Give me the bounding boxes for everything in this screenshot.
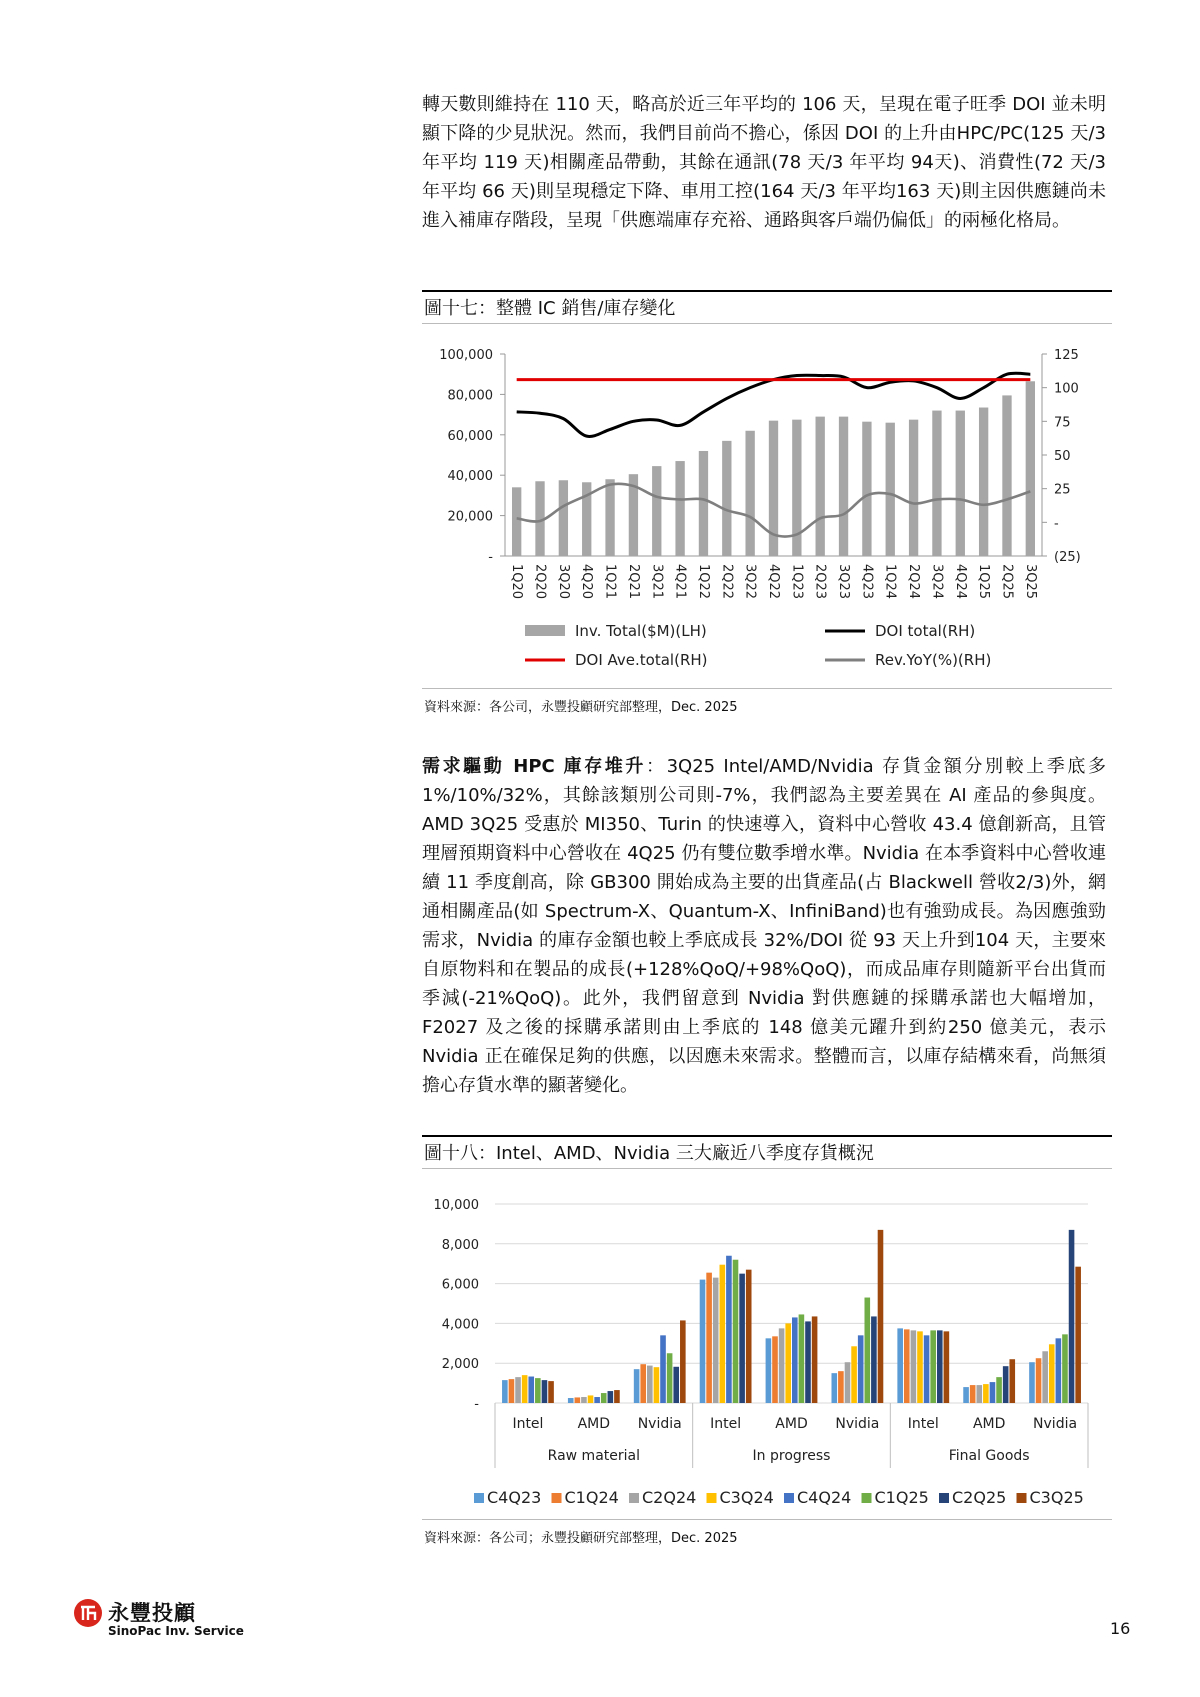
fig18-y-tick-label: 2,000 (441, 1357, 479, 1373)
fig18-bar-c1q24 (970, 1385, 976, 1403)
fig17-legend-label: Inv. Total($M)(LH) (575, 622, 707, 640)
paragraph-1: 轉天數則維持在 110 天，略高於近三年平均的 106 天，呈現在電子旺季 DOI 並未明顯下降的少見狀況。然而，我們目前尚不擔心，係因 DOI 的上升由HPC/PC(125 天/3 年平均 119 天)相關產品帶動，其餘在通訊(78 天/3 年平均 94天)、消費性(72 天/3 年平均 66 天)則呈現穩定下降、車用工控(164 天/3 年平均163 天)則主因供應鏈尚未進入補庫存階段，呈現「供應端庫存充裕、通路與客戶端仍偏低」的兩極化格局。 (422, 94, 1106, 231)
fig17-left-tick-label: 20,000 (447, 509, 493, 525)
fig17-x-tick-label: 2Q23 (812, 564, 828, 600)
sinopac-logo-icon (73, 1598, 103, 1628)
fig17-x-tick-label: 3Q24 (929, 564, 945, 600)
page-number: 16 (1110, 1619, 1131, 1638)
fig18-y-tick-label: 8,000 (441, 1237, 479, 1253)
fig18-bar-c1q24 (640, 1364, 646, 1403)
fig18-legend-swatch (862, 1493, 872, 1503)
fig18-bar-c2q24 (515, 1377, 521, 1403)
fig18-legend-label: C3Q24 (719, 1488, 774, 1507)
fig18-bar-c3q24 (785, 1323, 791, 1403)
fig17-x-tick-label: 4Q20 (579, 564, 595, 600)
fig18-bar-c2q25 (542, 1380, 548, 1403)
fig17-right-tick-label: 100 (1054, 381, 1079, 397)
fig18-bar-c4q23 (963, 1387, 969, 1403)
fig18-bar-c1q25 (1062, 1334, 1068, 1403)
fig18-bar-c2q24 (581, 1397, 587, 1403)
fig18-legend-swatch (629, 1493, 639, 1503)
fig18-bar-c4q24 (1056, 1338, 1062, 1403)
fig18-company-label: Intel (512, 1416, 544, 1432)
fig18-bar-c1q25 (996, 1377, 1002, 1403)
fig17-x-tick-label: 2Q25 (999, 564, 1015, 600)
fig17-x-tick-label: 1Q23 (789, 564, 805, 600)
fig17-right-tick-label: (25) (1054, 550, 1081, 565)
fig17-x-tick-label: 3Q21 (649, 564, 665, 600)
fig18-company-label: Nvidia (1033, 1416, 1078, 1432)
fig17-x-tick-label: 2Q24 (906, 564, 922, 600)
figure-17-source: 資料來源：各公司，永豐投顧研究部整理，Dec. 2025 (424, 700, 738, 715)
fig18-bar-c2q25 (739, 1274, 745, 1403)
fig18-bar-c3q25 (548, 1381, 554, 1403)
fig18-bar-c1q24 (706, 1273, 712, 1403)
fig18-bar-c3q25 (1009, 1359, 1015, 1403)
fig17-x-tick-label: 4Q23 (859, 564, 875, 600)
fig18-legend-swatch (939, 1493, 949, 1503)
fig17-right-tick-label: 125 (1054, 348, 1079, 363)
fig18-bar-c4q24 (990, 1382, 996, 1403)
fig18-bar-c3q25 (746, 1270, 752, 1403)
fig18-bar-c4q23 (831, 1373, 837, 1403)
fig17-x-tick-label: 1Q24 (882, 564, 898, 600)
fig17-x-tick-label: 3Q25 (1022, 564, 1038, 600)
fig18-legend-label: C4Q23 (487, 1488, 542, 1507)
fig17-legend-label: DOI Ave.total(RH) (575, 651, 708, 669)
footer-logo-subtitle: SinoPac Inv. Service (108, 1624, 244, 1638)
fig17-left-tick-label: 60,000 (447, 428, 493, 444)
fig18-company-label: Intel (907, 1416, 939, 1432)
fig18-group-label: In progress (752, 1448, 831, 1464)
fig18-legend-label: C4Q24 (797, 1488, 852, 1507)
fig17-x-tick-label: 1Q20 (509, 564, 525, 600)
fig17-right-tick-label: 50 (1054, 449, 1071, 464)
fig18-legend-swatch (707, 1493, 717, 1503)
fig18-bar-c4q23 (502, 1380, 508, 1403)
fig17-right-tick-label: 25 (1054, 482, 1071, 498)
fig18-legend-label: C1Q25 (874, 1488, 929, 1507)
fig18-bar-c3q24 (983, 1384, 989, 1403)
fig18-legend-label: C1Q24 (564, 1488, 619, 1507)
fig17-x-tick-label: 1Q22 (695, 564, 711, 600)
fig18-bar-c3q25 (680, 1320, 686, 1403)
fig17-x-tick-label: 3Q22 (742, 564, 758, 600)
fig18-bar-c4q24 (858, 1335, 864, 1403)
fig18-bar-c3q24 (917, 1331, 923, 1403)
fig18-bar-c2q24 (911, 1330, 917, 1403)
footer-logo-text: 永豐投顧 (108, 1601, 196, 1625)
paragraph-2-lead: 需求驅動 HPC 庫存堆升 (422, 756, 646, 777)
fig17-legend-label: DOI total(RH) (875, 622, 976, 640)
fig18-bar-c4q24 (594, 1397, 600, 1403)
fig17-legend-label: Rev.YoY(%)(RH) (875, 651, 992, 669)
fig18-bar-c2q25 (608, 1391, 614, 1403)
fig18-bar-c3q25 (1075, 1267, 1081, 1403)
fig18-bar-c2q24 (779, 1328, 785, 1403)
fig18-bar-c3q25 (614, 1390, 620, 1403)
fig18-y-tick-label: 10,000 (433, 1198, 479, 1213)
fig18-legend-label: C2Q25 (952, 1488, 1007, 1507)
fig17-right-tick-label: - (1054, 516, 1059, 532)
fig18-company-label: Nvidia (637, 1416, 682, 1432)
fig18-company-label: AMD (972, 1416, 1006, 1432)
fig18-bar-c3q24 (851, 1346, 857, 1403)
fig18-bar-c3q24 (720, 1265, 726, 1403)
fig18-bar-c2q25 (673, 1367, 679, 1403)
fig18-bar-c1q25 (733, 1260, 739, 1403)
fig18-legend-swatch (784, 1493, 794, 1503)
fig18-bar-c4q23 (700, 1280, 706, 1403)
fig18-bar-c3q24 (654, 1367, 660, 1403)
fig18-company-label: Nvidia (835, 1416, 880, 1432)
fig18-bar-c4q23 (634, 1369, 640, 1403)
fig18-bar-c1q24 (509, 1379, 515, 1403)
fig18-bar-c4q24 (924, 1335, 930, 1403)
fig18-bar-c3q25 (944, 1331, 950, 1403)
fig18-group-label: Raw material (547, 1448, 641, 1464)
figure-18-source: 資料來源：各公司；永豐投顧研究部整理，Dec. 2025 (424, 1531, 738, 1546)
fig17-right-tick-label: 75 (1054, 415, 1071, 431)
fig18-bar-c3q25 (812, 1316, 818, 1403)
fig18-legend-swatch (474, 1493, 484, 1503)
fig18-bar-c4q24 (726, 1256, 732, 1403)
fig18-bar-c1q24 (1036, 1358, 1042, 1403)
figure-17-title: 圖十七：整體 IC 銷售/庫存變化 (422, 290, 1112, 324)
fig18-bar-c4q23 (897, 1328, 903, 1403)
fig17-x-tick-label: 2Q22 (719, 564, 735, 600)
fig18-bar-c4q23 (766, 1338, 772, 1403)
fig18-legend-label: C2Q24 (642, 1488, 697, 1507)
fig18-bar-c2q25 (805, 1321, 811, 1403)
fig18-bar-c3q24 (588, 1395, 594, 1403)
fig18-bar-c2q25 (871, 1316, 877, 1403)
fig18-bar-c4q23 (568, 1398, 574, 1403)
fig17-x-tick-label: 3Q23 (836, 564, 852, 600)
fig18-company-label: Intel (710, 1416, 742, 1432)
figure-18-bottom-rule (422, 1519, 1112, 1520)
fig17-x-tick-label: 4Q21 (672, 564, 688, 600)
fig18-company-label: AMD (577, 1416, 611, 1432)
fig18-bar-c1q25 (799, 1314, 805, 1403)
paragraph-2-body: ：3Q25 Intel/AMD/Nvidia 存貨金額分別較上季底多1%/10%/32%，其餘該類別公司則-7%，我們認為主要差異在 AI 產品的參與度。AMD 3Q25 受惠於 MI350、Turin 的快速導入，資料中心營收 43.4 億創新高，且管理層預期資料中心營收在 4Q25 仍有雙位數季增水準。Nvidia 在本季資料中心營收連續 11 季度創高，除 GB300 開始成為主要的出貨產品(占 Blackwell 營收2/3)外，網通相關產品(如 Spectrum-X、Quantum-X、InfiniBand)也有強勁成長。為因應強勁需求，Nvidia 的庫存金額也較上季底成長 32%/DOI 從 93 天上升到104 天，主要來自原物料和在製品的成長(+128%QoQ/+98%QoQ)，而成品庫存則隨新平台出貨而季減(-21%QoQ)。此外，我們留意到 Nvidia 對供應鏈的採購承諾也大幅增加，F2027 及之後的採購承諾則由上季底的 148 億美元躍升到約250 億美元，表示 Nvidia 正在確保足夠的供應，以因應未來需求。整體而言，以庫存結構來看，尚無須擔心存貨水準的顯著變化。 (422, 756, 1106, 1096)
fig17-x-tick-label: 4Q24 (952, 564, 968, 600)
fig18-bar-c3q24 (522, 1375, 528, 1403)
fig18-bar-c2q24 (713, 1278, 719, 1403)
fig18-bar-c1q25 (864, 1298, 870, 1403)
fig17-x-tick-label: 3Q20 (555, 564, 571, 600)
fig18-legend-label: C3Q25 (1029, 1488, 1084, 1507)
fig18-bar-c2q24 (1042, 1351, 1048, 1403)
fig18-company-label: AMD (775, 1416, 808, 1432)
fig17-x-tick-label: 2Q21 (625, 564, 641, 600)
fig18-bar-c1q24 (838, 1371, 844, 1403)
fig18-y-tick-label: 6,000 (441, 1277, 479, 1293)
fig17-left-tick-label: 80,000 (447, 388, 493, 404)
fig18-y-tick-label: 4,000 (441, 1317, 479, 1333)
fig18-bar-c4q23 (1029, 1362, 1035, 1403)
fig18-bar-c2q24 (976, 1385, 982, 1403)
fig18-bar-c1q25 (667, 1353, 673, 1403)
figure-18-title: 圖十八：Intel、AMD、Nvidia 三大廠近八季度存貨概況 (422, 1135, 1112, 1169)
fig18-bar-c1q24 (575, 1397, 581, 1403)
fig17-x-tick-label: 2Q20 (532, 564, 548, 600)
fig17-left-tick-label: - (488, 550, 493, 565)
fig18-bar-c2q24 (845, 1362, 851, 1403)
fig18-bar-c3q24 (1049, 1344, 1055, 1403)
fig18-bar-c2q25 (937, 1330, 943, 1403)
fig18-bar-c2q25 (1003, 1366, 1009, 1403)
fig17-x-tick-label: 4Q22 (766, 564, 781, 600)
fig17-x-tick-label: 1Q25 (976, 564, 992, 600)
fig18-legend-swatch (1017, 1493, 1027, 1503)
fig18-y-tick-label: - (474, 1397, 479, 1412)
fig18-bar-c1q24 (772, 1336, 778, 1403)
fig18-bar-c4q24 (528, 1377, 534, 1403)
fig18-bar-c4q24 (792, 1317, 798, 1403)
fig18-bar-c4q24 (660, 1335, 666, 1403)
fig18-bar-c1q25 (535, 1378, 541, 1403)
fig18-bar-c2q24 (647, 1366, 653, 1403)
fig18-bar-c2q25 (1069, 1230, 1075, 1403)
fig18-legend-swatch (552, 1493, 562, 1503)
fig18-bar-c3q25 (878, 1230, 884, 1403)
fig17-left-tick-label: 40,000 (447, 469, 493, 485)
fig18-bar-c1q25 (930, 1330, 936, 1403)
fig17-left-tick-label: 100,000 (439, 348, 493, 363)
fig17-x-tick-label: 1Q21 (602, 564, 618, 600)
fig18-group-label: Final Goods (948, 1448, 1030, 1464)
fig18-bar-c1q25 (601, 1393, 607, 1403)
fig18-bar-c1q24 (904, 1329, 910, 1403)
